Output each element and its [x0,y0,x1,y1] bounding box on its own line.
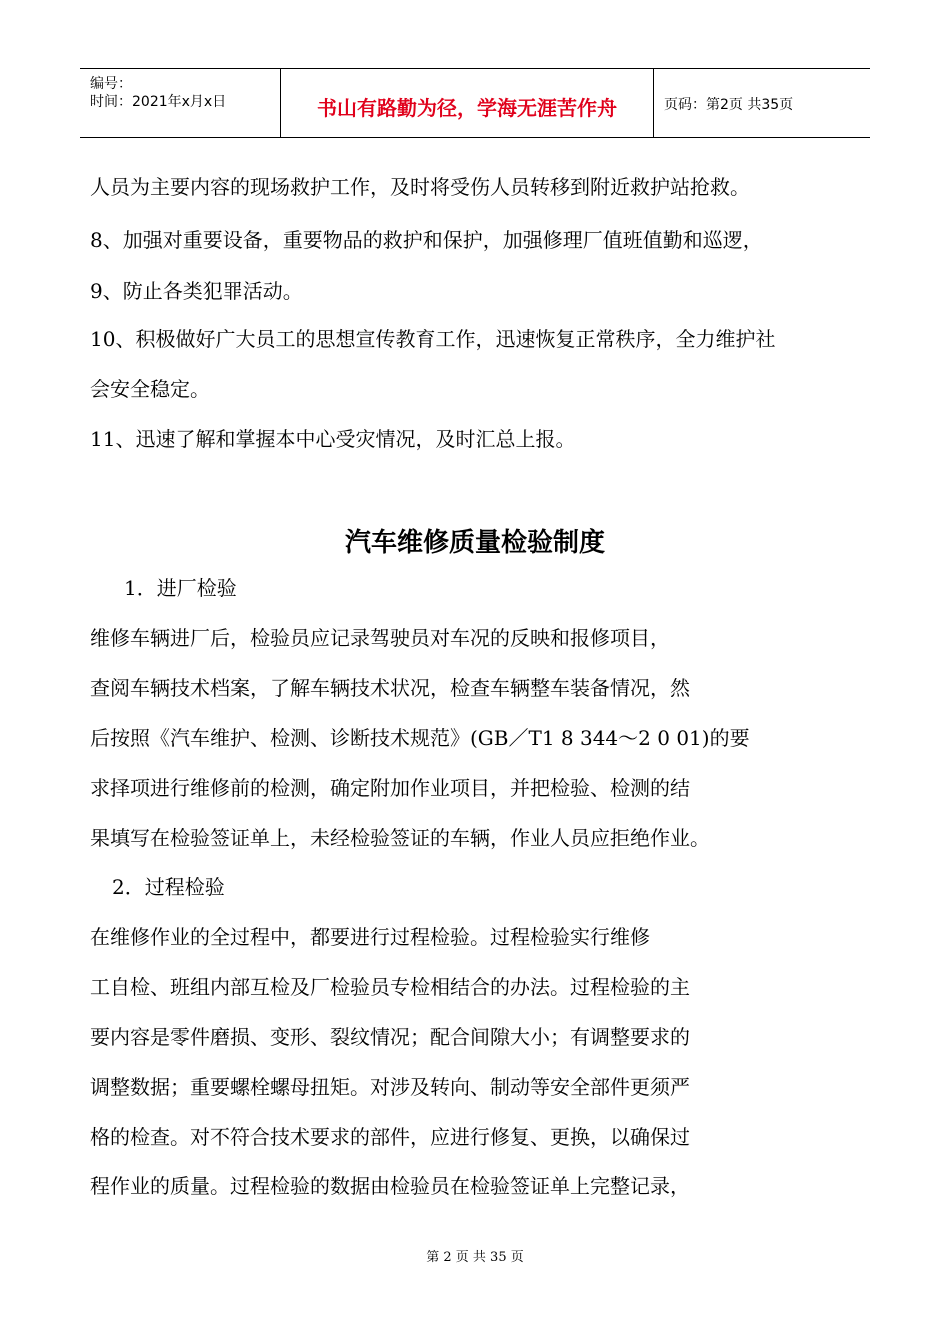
section-heading: 1．进厂检验 [124,576,237,600]
body-line: 求择项进行维修前的检测，确定附加作业项目，并把检验、检测的结 [90,776,690,800]
body-line: 8、加强对重要设备，重要物品的救护和保护，加强修理厂值班值勤和巡逻， [90,228,763,252]
body-line: 后按照《汽车维护、检测、诊断技术规范》(GB／T1 8 344～2 0 01)的要 [90,726,750,750]
body-line: 会安全稳定。 [90,377,210,401]
body-line: 9、防止各类犯罪活动。 [90,279,303,303]
body-line: 工自检、班组内部互检及厂检验员专检相结合的办法。过程检验的主 [90,975,690,999]
header-page-info: 页码：第2页 共35页 [664,97,794,113]
document-title: 汽车维修质量检验制度 [344,528,605,558]
header-motto: 书山有路勤为径，学海无涯苦作舟 [317,96,617,120]
header-page-cell [654,69,870,137]
section-heading: 2．过程检验 [112,875,225,899]
header-meta-cell [80,69,281,137]
number-label: 编号： [90,76,132,92]
body-line: 11、迅速了解和掌握本中心受灾情况，及时汇总上报。 [90,427,576,451]
header-motto-cell [281,69,654,137]
body-line: 查阅车辆技术档案，了解车辆技术状况，检查车辆整车装备情况，然 [90,676,690,700]
page-footer: 第 2 页 共 35 页 [426,1250,524,1265]
body-line: 10、积极做好广大员工的思想宣传教育工作，迅速恢复正常秩序，全力维护社 [90,327,776,351]
page-header [80,68,870,138]
body-line: 格的检查。对不符合技术要求的部件，应进行修复、更换，以确保过 [90,1125,690,1149]
body-line: 调整数据；重要螺栓螺母扭矩。对涉及转向、制动等安全部件更须严 [90,1075,690,1099]
body-line: 维修车辆进厂后，检验员应记录驾驶员对车况的反映和报修项目， [90,626,670,650]
body-line: 在维修作业的全过程中，都要进行过程检验。过程检验实行维修 [90,925,650,949]
body-line: 果填写在检验签证单上，未经检验签证的车辆，作业人员应拒绝作业。 [90,826,710,850]
time-label: 时间：2021年x月x日 [90,94,227,110]
body-line: 要内容是零件磨损、变形、裂纹情况；配合间隙大小；有调整要求的 [90,1025,690,1049]
body-line: 程作业的质量。过程检验的数据由检验员在检验签证单上完整记录， [90,1174,690,1198]
body-line: 人员为主要内容的现场救护工作，及时将受伤人员转移到附近救护站抢救。 [90,175,750,199]
